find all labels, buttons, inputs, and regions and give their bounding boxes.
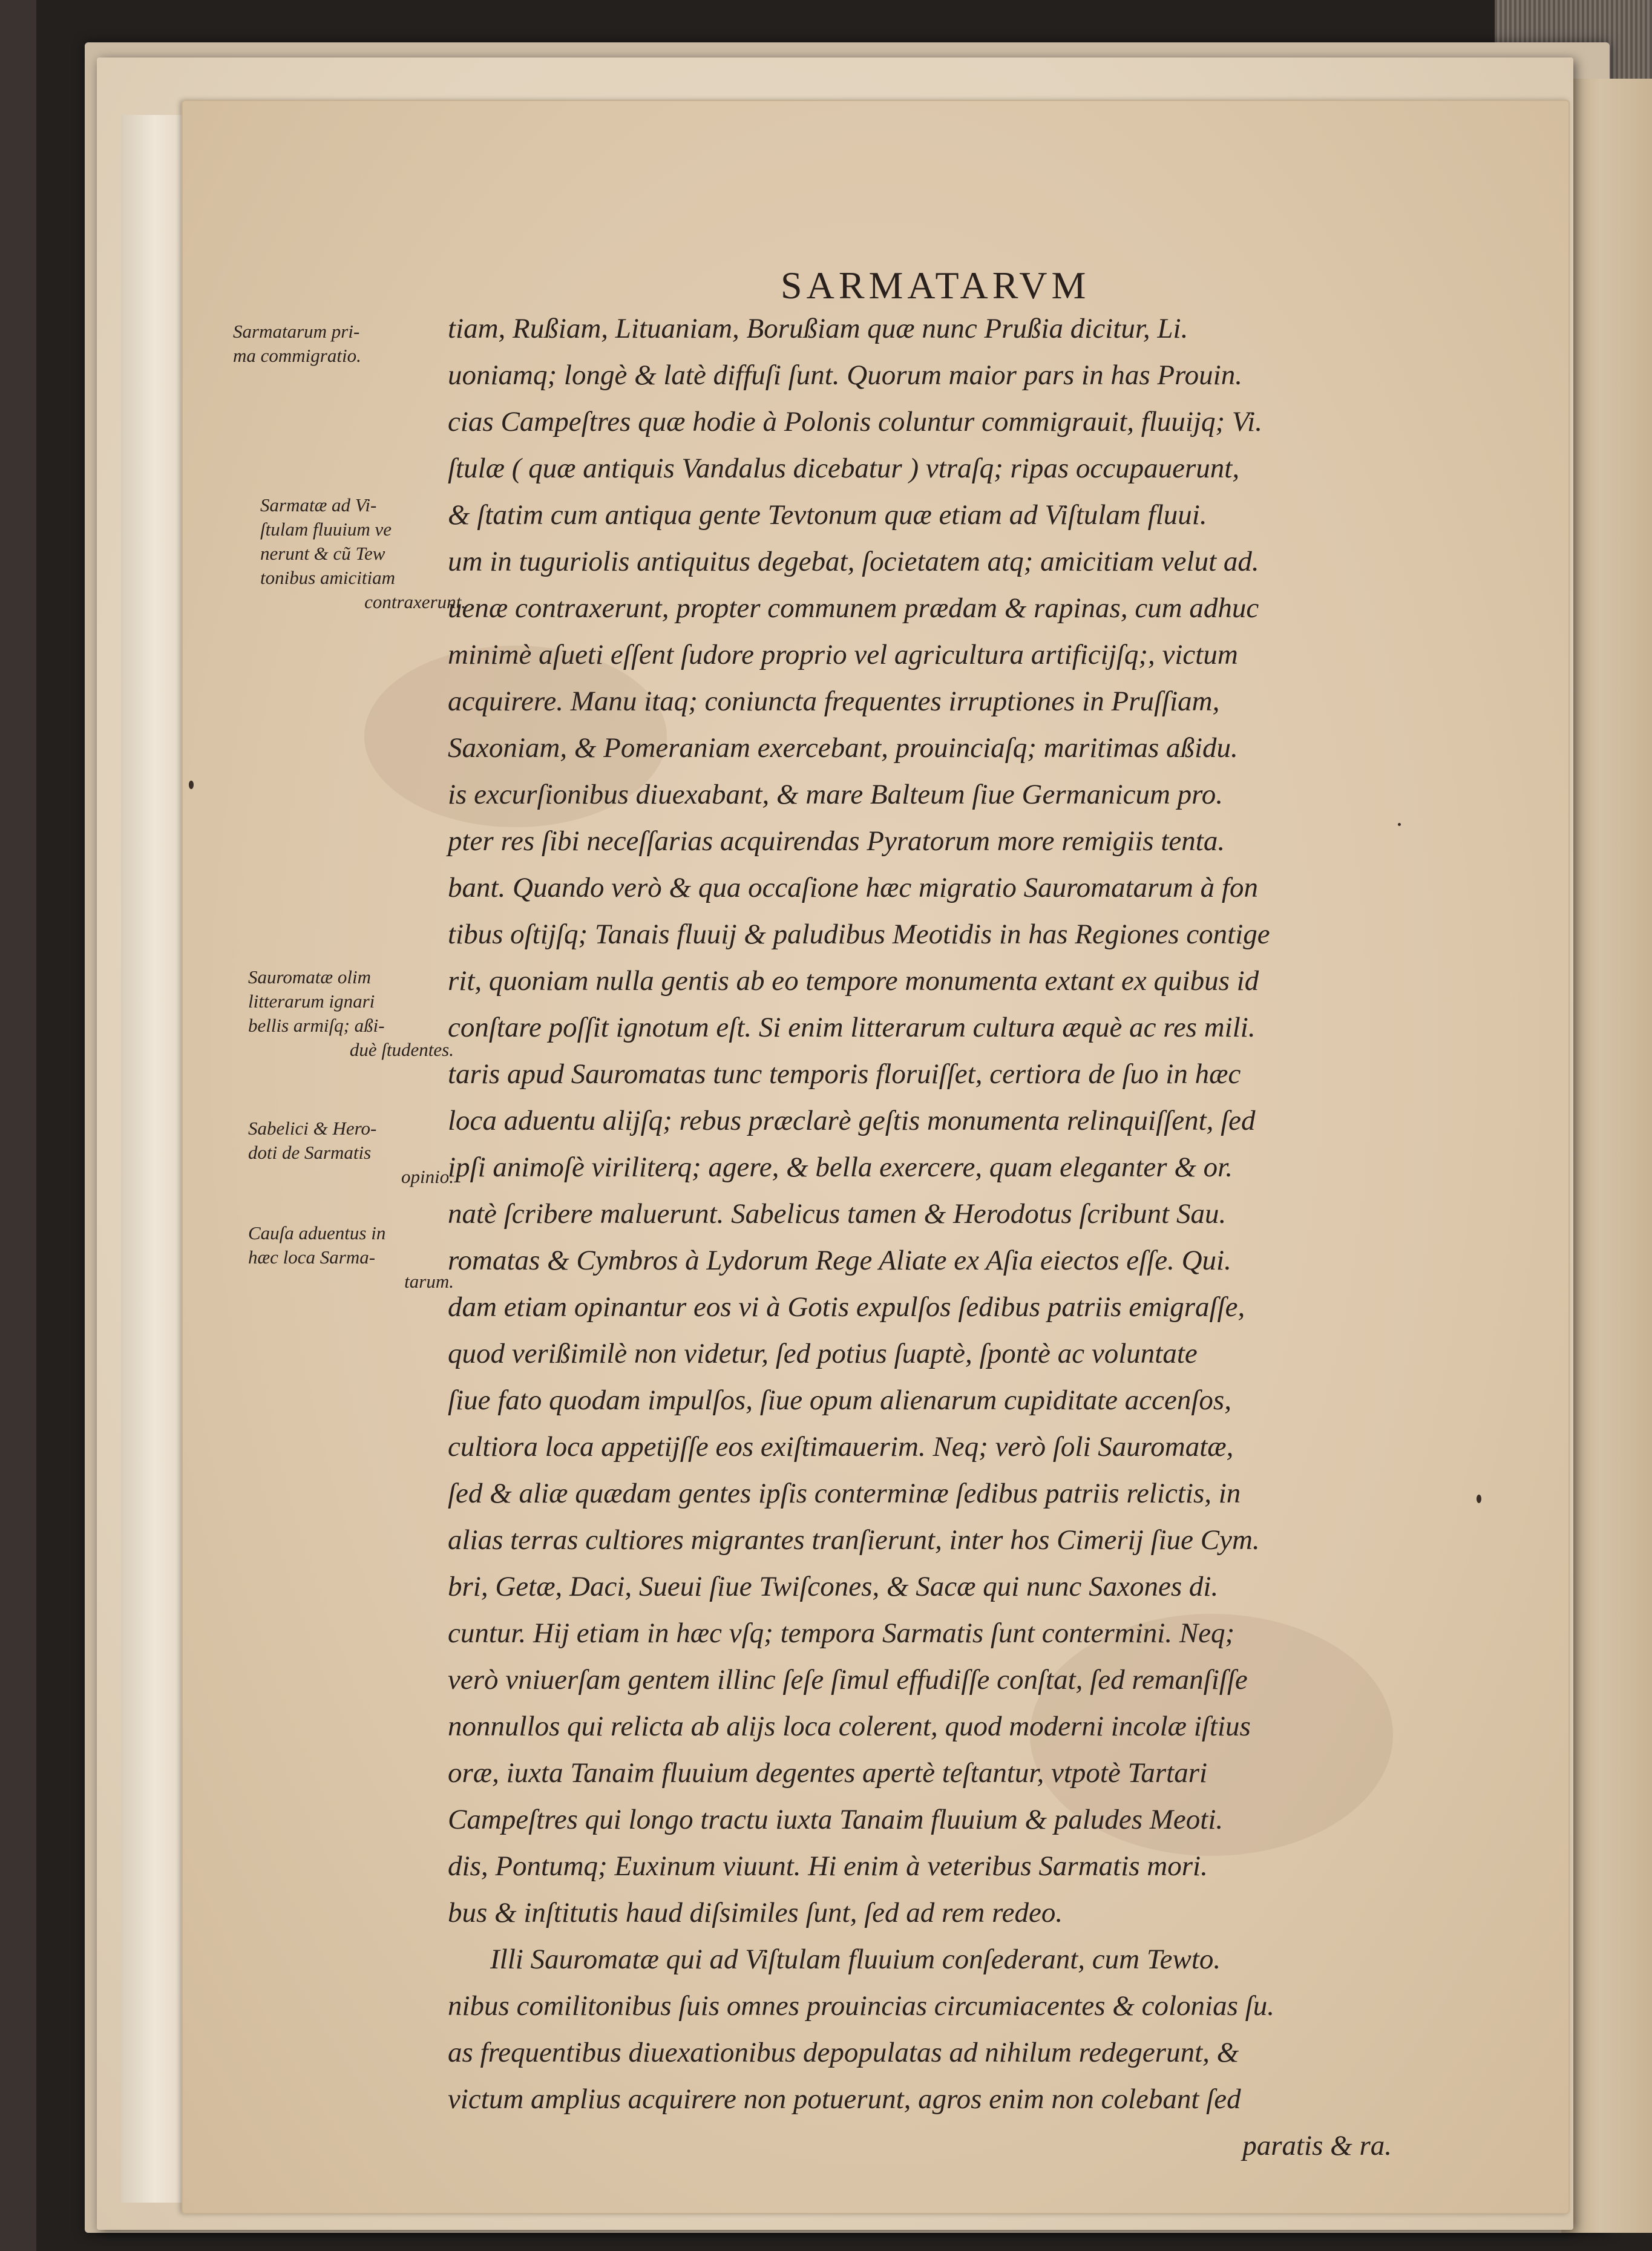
margin-note-line: bellis armiſq; aßi-	[248, 1015, 385, 1036]
text-line: ipſi animoſè viriliterq; agere, & bella exercere, quam eleganter & or.	[448, 1152, 1233, 1183]
margin-note-line: opinio.	[401, 1166, 454, 1187]
text-line: nibus comilitonibus ſuis omnes prouincias circumiacentes & colonias ſu.	[448, 1990, 1274, 2022]
text-line: bus & inſtitutis haud diſsimiles ſunt, ſed ad rem redeo.	[448, 1897, 1063, 1928]
margin-note-line: tonibus amicitiam	[260, 567, 396, 588]
margin-note-line: ma commigratio.	[233, 345, 361, 366]
margin-note-line: Sarmatarum pri-	[233, 321, 360, 342]
text-line: conſtare poſſit ignotum eſt. Si enim litterarum cultura æquè ac res mili.	[448, 1012, 1256, 1043]
margin-note-line: contraxerunt.	[364, 591, 466, 612]
text-line: victum amplius acquirere non potuerunt, agros enim non colebant ſed	[448, 2083, 1241, 2115]
text-line: natè ſcribere maluerunt. Sabelicus tamen & Herodotus ſcribunt Sau.	[448, 1198, 1227, 1230]
margin-note	[248, 1116, 454, 1189]
text-line: tibus oſtijſq; Tanais fluuij & paludibus Meotidis in has Regiones contige	[448, 919, 1270, 950]
text-line: Campeſtres qui longo tractu iuxta Tanaim fluuium & paludes Meoti.	[448, 1804, 1224, 1835]
text-line: loca aduentu alijſq; rebus præclarè geſtis monumenta relinquiſſent, ſed	[448, 1105, 1256, 1136]
text-line: cias Campeſtres quæ hodie à Polonis coluntur commigrauit, fluuijq; Vi.	[448, 406, 1262, 437]
text-line: bri, Getæ, Daci, Sueui ſiue Twiſcones, & Sacæ qui nunc Saxones di.	[448, 1571, 1219, 1602]
text-line: Illi Sauromatæ qui ad Viſtulam fluuium conſederant, cum Tewto.	[490, 1944, 1221, 1975]
margin-note-line: Sarmatæ ad Vi-	[260, 494, 377, 516]
margin-note-line: duè ſtudentes.	[349, 1039, 454, 1060]
text-line: dam etiam opinantur eos vi à Gotis expulſos ſedibus patriis emigraſſe,	[448, 1291, 1245, 1323]
margin-note-line: tarum.	[404, 1271, 454, 1292]
ink-speck	[1398, 823, 1401, 826]
text-line: is excurſionibus diuexabant, & mare Balteum ſiue Germanicum pro.	[448, 779, 1223, 810]
text-line: quod verißimilè non videtur, ſed potius ſuaptè, ſpontè ac voluntate	[448, 1338, 1198, 1369]
text-line: cuntur. Hij etiam in hæc vſq; tempora Sarmatis ſunt contermini. Neq;	[448, 1617, 1235, 1649]
text-line: ſed & aliæ quædam gentes ipſis conterminæ ſedibus patriis relictis, in	[448, 1478, 1241, 1509]
margin-note-line: nerunt & cũ Tew	[260, 543, 385, 564]
margin-note-line: Sabelici & Hero-	[248, 1118, 377, 1139]
text-line: & ſtatim cum antiqua gente Tevtonum quæ etiam ad Viſtulam fluui.	[448, 499, 1207, 531]
text-line: ſiue fato quodam impulſos, ſiue opum alienarum cupiditate accenſos,	[448, 1384, 1231, 1416]
margin-note	[260, 493, 466, 614]
running-head: SARMATARVM	[781, 264, 1090, 307]
margin-note	[248, 1221, 454, 1294]
margin-note-line: hæc loca Sarma-	[248, 1247, 376, 1268]
text-line: um in tuguriolis antiquitus degebat, ſocietatem atq; amicitiam velut ad.	[448, 546, 1259, 577]
text-line: romatas & Cymbros à Lydorum Rege Aliate ex Aſia eiectos eſſe. Qui.	[448, 1245, 1231, 1276]
margin-note-line: ſtulam fluuium ve	[260, 519, 392, 540]
text-line: tiam, Rußiam, Lituaniam, Borußiam quæ nunc Prußia dicitur, Li.	[448, 313, 1188, 344]
facing-page-edge	[1561, 79, 1652, 2233]
text-line: pter res ſibi neceſſarias acquirendas Pyratorum more remigiis tenta.	[448, 825, 1225, 857]
margin-note	[233, 319, 439, 368]
margin-note-line: Sauromatæ olim	[248, 966, 371, 988]
margin-note-line: litterarum ignari	[248, 991, 375, 1012]
text-line: uenæ contraxerunt, propter communem prædam & rapinas, cum adhuc	[448, 592, 1259, 624]
margin-note-line: Cauſa aduentus in	[248, 1222, 386, 1243]
text-line: bant. Quando verò & qua occaſione hæc migratio Sauromatarum à fon	[448, 872, 1258, 903]
margin-note-line: doti de Sarmatis	[248, 1142, 372, 1163]
text-line: verò vniuerſam gentem illinc ſeſe ſimul effudiſſe conſtat, ſed remanſiſſe	[448, 1664, 1248, 1696]
text-line: taris apud Sauromatas tunc temporis floruiſſet, certiora de ſuo in hæc	[448, 1058, 1241, 1090]
paper-fold	[121, 115, 189, 2203]
text-line: uoniamq; longè & latè diffuſi ſunt. Quorum maior pars in has Prouin.	[448, 359, 1242, 391]
text-line: cultiora loca appetijſſe eos exiſtimauerim. Neq; verò ſoli Sauromatæ,	[448, 1431, 1234, 1463]
text-line: alias terras cultiores migrantes tranſierunt, inter hos Cimerij ſiue Cym.	[448, 1524, 1260, 1556]
text-line: nonnullos qui relicta ab alijs loca colerent, quod moderni incolæ iſtius	[448, 1711, 1251, 1742]
text-line: acquirere. Manu itaq; coniuncta frequentes irruptiones in Pruſſiam,	[448, 686, 1220, 717]
margin-note	[248, 965, 454, 1062]
ink-speck	[1477, 1495, 1481, 1503]
text-line: minimè aſueti eſſent ſudore proprio vel agricultura artificijſq;, victum	[448, 639, 1238, 670]
text-line: Saxoniam, & Pomeraniam exercebant, prouinciaſq; maritimas aßidu.	[448, 732, 1238, 764]
text-line: oræ, iuxta Tanaim fluuium degentes apertè teſtantur, vtpotè Tartari	[448, 1757, 1208, 1789]
text-line: rit, quoniam nulla gentis ab eo tempore monumenta extant ex quibus id	[448, 965, 1259, 997]
catchword-line: paratis & ra.	[1242, 2130, 1392, 2161]
text-line: dis, Pontumq; Euxinum viuunt. Hi enim à veteribus Sarmatis mori.	[448, 1850, 1208, 1882]
text-line: as frequentibus diuexationibus depopulatas ad nihilum redegerunt, &	[448, 2037, 1239, 2068]
text-line: ſtulæ ( quæ antiquis Vandalus dicebatur ) vtraſq; ripas occupauerunt,	[448, 453, 1240, 484]
body-text	[448, 306, 1392, 2169]
ink-speck	[189, 781, 194, 789]
